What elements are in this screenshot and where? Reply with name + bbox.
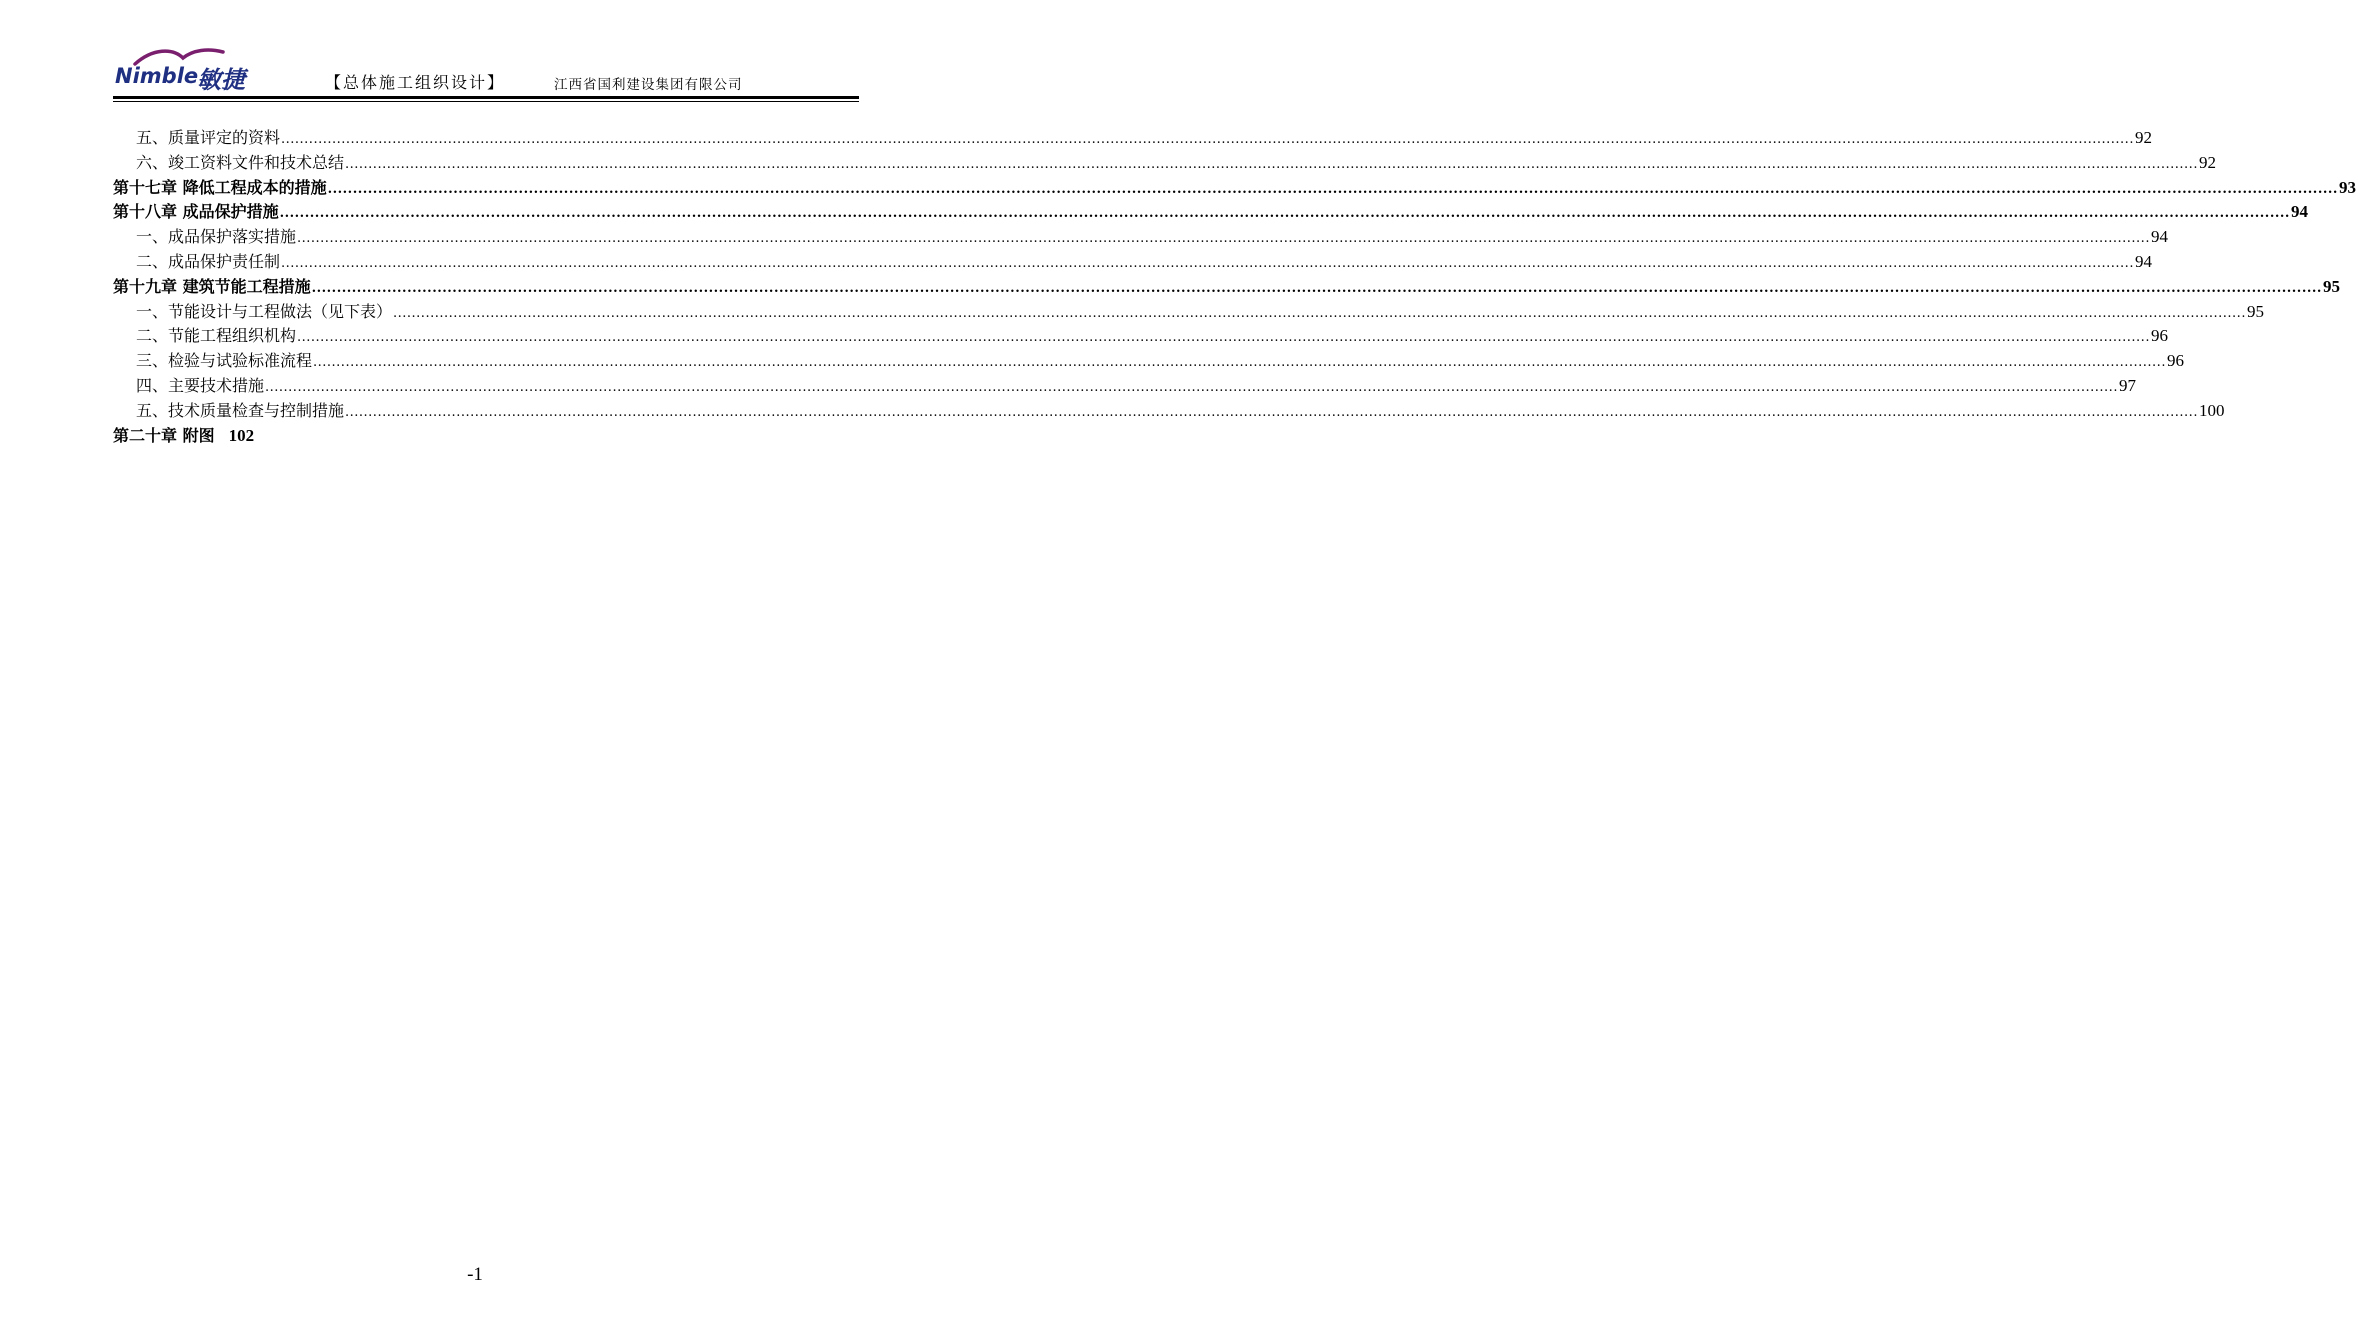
- toc-entry-page: 94: [2290, 202, 2308, 222]
- toc-dot-leader: ................................................................................................................................................................................................................................................................................................................................................................................................................: [297, 231, 2150, 247]
- header-rule-thin: [113, 101, 859, 102]
- table-of-contents: [113, 126, 2356, 448]
- toc-entry-page: 94: [2150, 227, 2168, 247]
- toc-dot-leader: ................................................................................................................................................................................................................................................................................................................................................................................................................: [281, 255, 2134, 271]
- toc-section-entry[interactable]: [113, 250, 2152, 275]
- toc-entry-label: 第十七章 降低工程成本的措施: [113, 177, 327, 197]
- toc-entry-page: 92: [2134, 128, 2152, 147]
- toc-section-entry[interactable]: [113, 349, 2184, 374]
- toc-entry-label: 五、质量评定的资料: [136, 128, 281, 147]
- toc-entry-label: 二、节能工程组织机构: [136, 326, 297, 346]
- toc-chapter-entry[interactable]: [113, 176, 2356, 201]
- document-title: 【总体施工组织设计】: [325, 73, 506, 92]
- toc-dot-leader: ................................................................................................................................................................................................................................................................................................................................................................................................................: [279, 206, 2290, 222]
- toc-entry-page: 94: [2134, 251, 2152, 271]
- toc-section-entry[interactable]: [113, 151, 2216, 176]
- toc-dot-leader: ................................................................................................................................................................................................................................................................................................................................................................................................................: [297, 330, 2150, 346]
- toc-section-entry[interactable]: [113, 374, 2136, 399]
- header-rule-thick: [113, 96, 859, 99]
- toc-entry-label: 一、成品保护落实措施: [136, 227, 297, 247]
- toc-entry-label: 五、技术质量检查与控制措施: [136, 400, 345, 420]
- toc-section-entry[interactable]: [113, 324, 2168, 349]
- toc-entry-page: 95: [2322, 276, 2340, 296]
- nimble-logo: [113, 46, 263, 92]
- toc-entry-label: 三、检验与试验标准流程: [136, 351, 313, 371]
- toc-dot-leader: ................................................................................................................................................................................................................................................................................................................................................................................................................: [313, 355, 2166, 371]
- toc-entry-page: 95: [2246, 301, 2264, 321]
- toc-entry-label: 一、节能设计与工程做法（见下表）: [136, 301, 393, 321]
- toc-entry-page: 93: [2338, 177, 2356, 197]
- toc-dot-leader: ................................................................................................................................................................................................................................................................................................................................................................................................................: [265, 379, 2118, 395]
- toc-dot-leader: ................................................................................................................................................................................................................................................................................................................................................................................................................: [311, 280, 2322, 296]
- toc-section-entry[interactable]: [113, 300, 2264, 325]
- page-header: [113, 46, 859, 92]
- company-name: 江西省国利建设集团有限公司: [554, 77, 743, 93]
- toc-entry-label: 第十九章 建筑节能工程措施: [113, 276, 311, 296]
- toc-entry-page: 92: [2198, 152, 2216, 172]
- toc-dot-leader: ................................................................................................................................................................................................................................................................................................................................................................................................................: [393, 305, 2246, 321]
- toc-entry-page: 96: [2166, 351, 2184, 371]
- toc-entry-label: 四、主要技术措施: [136, 375, 265, 395]
- toc-entry-page: 97: [2118, 375, 2136, 395]
- toc-entry-label: 第二十章 附图: [113, 425, 215, 445]
- toc-dot-leader: ................................................................................................................................................................................................................................................................................................................................................................................................................: [327, 181, 2338, 197]
- toc-entry-page: 96: [2150, 326, 2168, 346]
- toc-entry-label: 第十八章 成品保护措施: [113, 202, 279, 222]
- toc-dot-leader: ................................................................................................................................................................................................................................................................................................................................................................................................................: [345, 404, 2198, 420]
- toc-chapter-entry[interactable]: [113, 275, 2340, 300]
- toc-entry-page: 100: [2198, 400, 2225, 420]
- page-number: -1: [467, 1264, 483, 1285]
- toc-section-entry[interactable]: [113, 225, 2168, 250]
- toc-dot-leader: ................................................................................................................................................................................................................................................................................................................................................................................................................: [345, 156, 2198, 172]
- toc-section-entry[interactable]: [113, 126, 2152, 151]
- logo-text: Nimble: [115, 64, 199, 88]
- logo-cn-text: 敏捷: [197, 66, 245, 94]
- toc-chapter-entry[interactable]: [113, 424, 859, 449]
- toc-section-entry[interactable]: [113, 399, 2225, 424]
- toc-dot-leader: ................................................................................................................................................................................................................................................................................................................................................................................................................: [281, 132, 2134, 147]
- toc-chapter-entry[interactable]: [113, 200, 2308, 225]
- toc-entry-label: 二、成品保护责任制: [136, 251, 281, 271]
- toc-entry-label: 六、竣工资料文件和技术总结: [136, 152, 345, 172]
- toc-entry-page: 102: [228, 425, 255, 445]
